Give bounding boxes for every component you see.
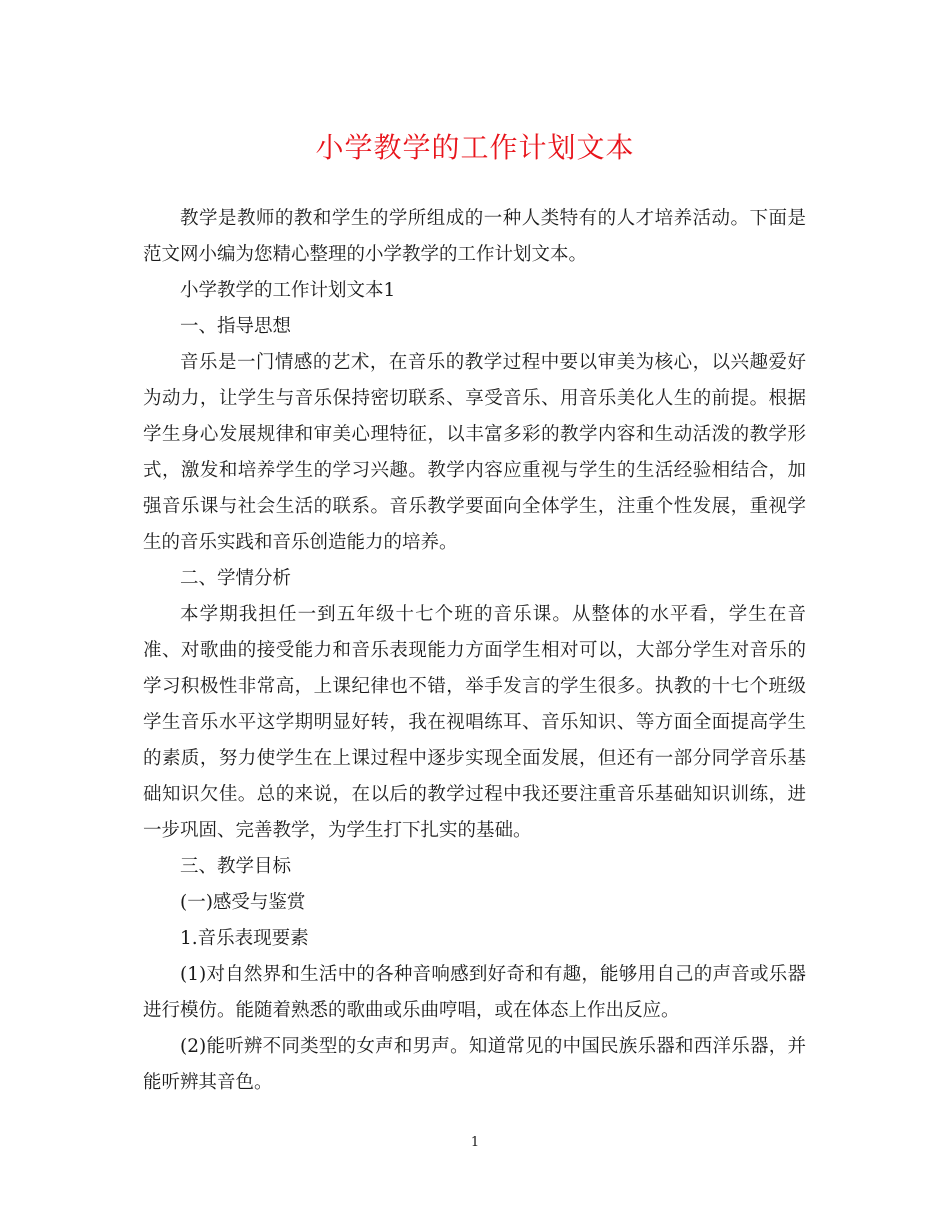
paragraph-intro: 教学是教师的教和学生的学所组成的一种人类特有的人才培养活动。下面是范文网小编为您精心整理的小学教学的工作计划文本。 (143, 208, 806, 265)
page-number: 1 (470, 1135, 480, 1150)
paragraph-guiding-thought: 音乐是一门情感的艺术，在音乐的教学过程中要以审美为核心，以兴趣爱好为动力，让学生与音乐保持密切联系、享受音乐、用音乐美化人生的前提。根据学生身心发展规律和审美心理特征，以丰富多彩的教学内容和生动活泼的教学形式，激发和培养学生的学习兴趣。教学内容应重视与学生的生活经验相结合，加强音乐课与社会生活的联系。音乐教学要面向全体学生，注重个性发展，重视学生的音乐实践和音乐创造能力的培养。 (143, 352, 806, 553)
document-body (143, 201, 806, 1101)
paragraph-student-analysis: 本学期我担任一到五年级十七个班的音乐课。从整体的水平看，学生在音准、对歌曲的接受能力和音乐表现能力方面学生相对可以，大部分学生对音乐的学习积极性非常高，上课纪律也不错，举手发言的学生很多。执教的十七个班级学生音乐水平这学期明显好转，我在视唱练耳、音乐知识、等方面全面提高学生的素质，努力使学生在上课过程中逐步实现全面发展，但还有一部分同学音乐基础知识欠佳。总的来说，在以后的教学过程中我还要注重音乐基础知识训练，进一步巩固、完善教学，为学生打下扎实的基础。 (143, 604, 806, 841)
paragraph-heading-student-analysis: 二、学情分析 (180, 568, 292, 589)
paragraph-heading-guiding-thought: 一、指导思想 (180, 316, 292, 337)
paragraph-subheading-elements: 1.音乐表现要素 (180, 928, 309, 949)
document-title: 小学教学的工作计划文本 (315, 131, 635, 164)
paragraph-subheading-appreciation: (一)感受与鉴赏 (180, 892, 306, 913)
paragraph-heading-teaching-goals: 三、教学目标 (180, 856, 292, 877)
paragraph-item-2: (2)能听辨不同类型的女声和男声。知道常见的中国民族乐器和西洋乐器，并能听辨其音色。 (143, 1036, 806, 1093)
paragraph-item-1: (1)对自然界和生活中的各种音响感到好奇和有趣，能够用自己的声音或乐器进行模仿。能随着熟悉的歌曲或乐曲哼唱，或在体态上作出反应。 (143, 964, 806, 1021)
paragraph-section-heading: 小学教学的工作计划文本1 (180, 280, 396, 301)
